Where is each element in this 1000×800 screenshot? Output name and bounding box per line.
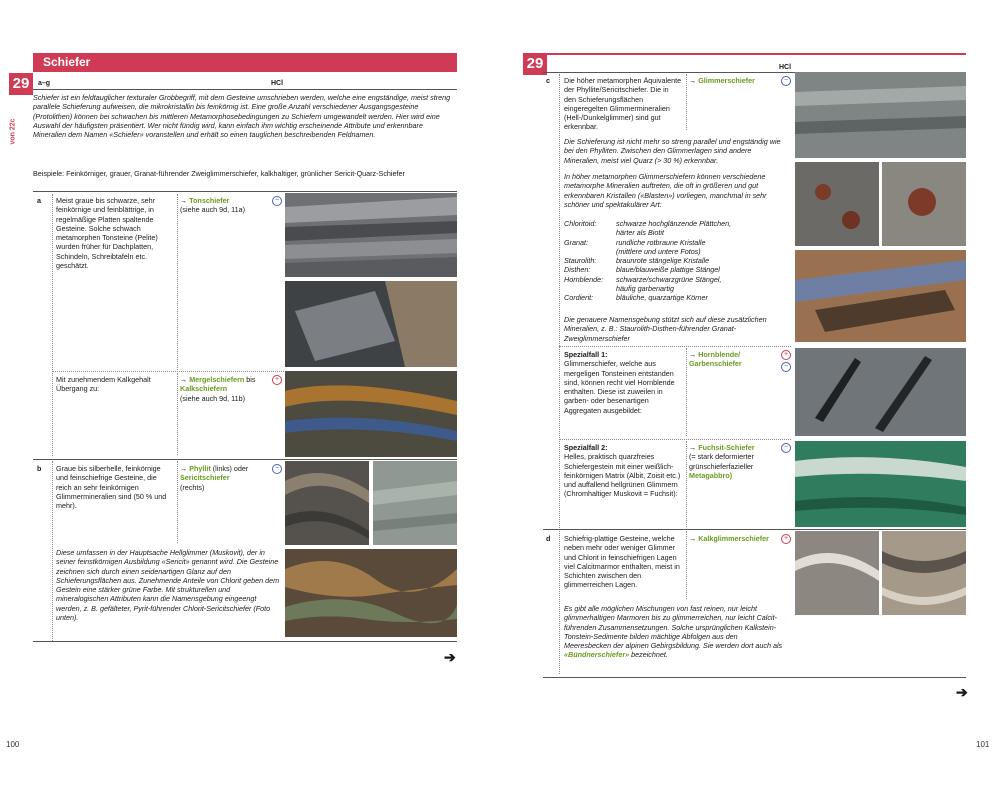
desc-a: Meist graue bis schwarze, sehr feinkörnige und feinblättrige, in regelmäßige Platten spaltende Gesteine. Solche schwach metamorphen Tonsteine (Pelite) wurden früher für Dachplatten, Schindeln, Schreibtafeln etc. geschätzt. [56,196,158,271]
result-s2: → Fuchsit-Schiefer (= stark deformierter grünschieferfazieller Metagabbro) [689,443,755,480]
result-a2-mid: bis [244,375,256,384]
result-a-ref: (siehe auch 9d, 11a) [180,205,245,215]
mineral-row: Granat: rundliche rotbraune Kristalle [564,237,706,247]
result-a2-ref: (siehe auch 9d, 11b) [180,393,245,403]
mineral-row: Disthen: blaue/blauweiße plattige Stängel [564,265,720,275]
divider-b [33,459,457,460]
photo-kalkschiefer [285,371,457,457]
result-fuchsit-schiefer: Fuchsit-Schiefer [698,443,755,452]
dotted-rule-s1 [559,346,791,347]
desc-c: Die höher metamorphen Äquivalente der Phyllite/Sericitschiefer. Die in den Schieferungsflächen eingeregelten Glimmermineralien (Hell-/Dunkelglimmer) sind gut erkennbar. [564,76,682,132]
result-b-end: (rechts) [180,482,205,492]
next-arrow-icon[interactable]: ➔ [444,649,456,665]
dotted-col-s2 [686,441,687,527]
note-d [564,604,786,660]
bottom-rule-right [543,677,966,678]
result-tonschiefer: Tonschiefer [189,196,230,205]
mineral-row: Staurolith: braunrote stängelige Kristalle [564,256,710,266]
mineral-row: härter als Biotit [616,228,664,238]
dotted-col-s1 [686,348,687,436]
intro-text: Schiefer ist ein feldtauglicher texturaler Grobbegriff, mit dem Gesteine umschrieben werden, welche eine engständige, meist streng parallele Schieferung aufweisen, die mikrokristallin bis feinkörnig ist. Eine große Anzahl verschiedener Ausgangsgesteine (Protolithen) können bei schwachen bis mittleren Metamorphosebedingungen zu Schiefern umgewandelt werden. Hier wird eine Auswahl der häufigsten präsentiert. Wer nicht fündig wird, kann einfach ihm wichtig erscheinende Attribute und erkennbare Mineralien dem Namen «Schiefer» voranstellen und erhält so einen tauglichen beschreibenden Feldnamen. [33,93,451,140]
section-title: Schiefer [43,55,91,69]
photo-tonschiefer-1 [285,193,457,277]
hcl-negative-icon: − [272,464,282,474]
note-d-buendnerschiefer: «Bündnerschiefer» [564,650,630,660]
dotted-col-d [686,531,687,599]
photo-sericitschiefer [373,461,457,545]
photo-kalkglimmerschiefer-2 [882,531,966,615]
result-c: → Glimmerschiefer [689,76,755,85]
note-b: Diese umfassen in der Hauptsache Hellglimmer (Muskovit), der in seiner feinstkörnigen Ausbildung «Sericit» genannt wird. Die Gesteine zeichnen sich durch einen seidenartigen Glanz auf den Schieferungsflächen aus. Zunehmende Anteile von Chlorit geben dem Gestein eine stärker grüne Farbe. Mit strukturellen und mineralogischen Attributen kann die Namensgebung eingeengt werden, z. B. gefälteter, Pyrit-führender Chlorit-Sericitschiefer (Foto unten). [56,548,280,623]
page-number-right: 101 [976,740,990,749]
photo-glimmerschiefer-3 [882,162,966,246]
photo-glimmerschiefer-1 [795,72,966,158]
note-d-end: bezeichnet. [631,650,668,660]
label-b: b [37,464,42,473]
photo-phyllit [285,461,369,545]
hcl-negative-icon: − [272,196,282,206]
result-d: → Kalkglimmerschiefer [689,534,769,543]
note-c1: Die Schieferung ist nicht mehr so streng parallel und engständig wie bei den Phylliten. Zwischen den Glimmerlagen sind andere Mineralien, meist viel Quarz (> 30 %) erkennbar. [564,137,781,165]
result-garbenschiefer: Hornblende/ Garbenschiefer [689,350,742,369]
page-number-left: 100 [6,740,20,749]
spezialfall-1 [564,350,682,415]
note-c3: Die genauere Namensgebung stützt sich auf diese zusätzlichen Mineralien, z. B.: Staurolith-Disthen-führender Granat-Zweiglimmerschiefer [564,315,767,343]
mineral-row: häufig garbenartig [616,284,674,294]
dotted-col-c [559,74,560,674]
spezialfall-2-desc: Helles, praktisch quarzfreies Schiefergestein mit einer weißlich-feinkörnigen Matrix (Albit, Zoisit etc.) und auffallend hellgrünen Glimmern (Chromhaltiger Muskovit = Fuchsit): [564,452,681,499]
section-number-box-right: 29 [523,53,547,75]
note-c2: In höher metamorphen Glimmerschiefern können verschiedene metamorphe Mineralien auftreten, die oft in größeren und gut erkennbaren Kristallen («Blasten») vorliegen, manchmal in sehr schöner und spektakulärer Art: [564,172,767,209]
result-phyllit: Phyllit [189,464,211,473]
hcl-positive-icon: + [781,534,791,544]
dotted-col-a2 [177,194,178,374]
desc-a2: Mit zunehmendem Kalkgehalt Übergang zu: [56,375,151,394]
hcl-label: HCl [271,80,284,87]
dotted-col-a3 [177,373,178,455]
dotted-rule-s2 [559,439,791,440]
spezialfall-2 [564,443,682,499]
result-mergelschiefer: Mergelschiefern [189,375,245,384]
hcl-label-right: HCl [779,64,792,71]
desc-b: Graue bis silberhelle, feinkörnige und feinschiefrige Gesteine, die reich an sehr feinkörnigen Glimmermineralien sind (50 % und mehr). [56,464,167,511]
result-s1: → Hornblende/ Garbenschiefer [689,350,742,369]
bottom-rule-left [33,641,457,642]
result-b-mid: (links) oder [210,464,249,473]
photo-glimmerschiefer-4 [795,250,966,342]
section-number-box: 29 [9,73,33,95]
hcl-positive-icon: + [272,375,282,385]
hcl-negative-icon: − [781,443,791,453]
result-a: → Tonschiefer (siehe auch 9d, 11a) [180,196,245,215]
top-bar-right [547,53,966,55]
dotted-rule-a2 [52,371,284,372]
header-rule [33,89,457,90]
label-c: c [546,76,550,85]
section-title-bar [33,53,457,72]
photo-chlorit-sericitschiefer [285,549,457,637]
dotted-col-b [52,461,53,641]
label-d: d [546,534,551,543]
result-kalkschiefer: Kalkschiefern [180,384,228,394]
result-metagabbro: Metagabbro) [689,470,733,480]
range-label: a–g [38,80,51,87]
spezialfall-1-title: Spezialfall 1: [564,350,608,359]
result-glimmerschiefer: Glimmerschiefer [698,76,755,85]
result-a2: → Mergelschiefern bis Kalkschiefern (siehe auch 9d, 11b) [180,375,256,403]
mineral-list [564,219,786,303]
next-arrow-icon[interactable]: ➔ [956,684,968,700]
spezialfall-2-title: Spezialfall 2: [564,443,608,452]
dotted-col-c2 [686,74,687,130]
result-sericitschiefer: Sericitschiefer [180,473,230,483]
label-a: a [37,196,41,205]
result-s2-note: (= stark deformierter grünschieferfazieller [689,452,754,471]
photo-garbenschiefer [795,348,966,436]
hcl-negative-icon: − [781,76,791,86]
photo-glimmerschiefer-2 [795,162,879,246]
divider-a [33,191,457,192]
mineral-row: Chloritoid: schwarze hochglänzende Plättchen, [564,219,732,228]
hcl-positive-icon: + [781,350,791,360]
side-label: von 22c [9,118,17,145]
divider-d [543,529,966,530]
mineral-row: Hornblende: schwarze/schwarzgrüne Stängel, [564,274,722,284]
mineral-row: Cordierit: bläuliche, quarzartige Körner [564,293,708,303]
dotted-col-a [52,194,53,456]
note-d-text: Es gibt alle möglichen Mischungen von fast reinen, nur leicht glimmerhaltigen Marmoren bis zu glimmerreichen, nur leicht Calcit-führenden Zusammensetzungen. Solche ursprünglichen Kalkstein-Tonstein-Sedimente bilden mächtige Abfolgen aus den Meeresbecken der alpinen Gebirgsbildung. Sie werden dort auch als [564,604,783,651]
result-b: → Phyllit (links) oder Sericitschiefer (rechts) [180,464,249,492]
spezialfall-1-desc: Glimmerschiefer, welche aus mergeligen Tonsteinen entstanden sind, können recht viel Hornblende enthalten. Diese ist zuweilen in garben- oder besenartigen Aggregaten ausgebildet: [564,359,675,415]
photo-kalkglimmerschiefer-1 [795,531,879,615]
result-kalkglimmerschiefer: Kalkglimmerschiefer [698,534,769,543]
desc-d: Schiefrig-plattige Gesteine, welche neben mehr oder weniger Glimmer und Chlorit in feinschiefrigen Lagen viel Calcitmarmor enthalten, meist in Schichten zwischen den glimmerreichen Lagen. [564,534,680,590]
mineral-row: (mittlere und untere Fotos) [616,246,701,256]
hcl-negative-icon: − [781,362,791,372]
examples-text: Beispiele: Feinkörniger, grauer, Granat-führender Zweiglimmerschiefer, kalkhaltiger, grünlicher Sericit-Quarz-Schiefer [33,169,405,178]
dotted-col-b2 [177,461,178,543]
photo-tonschiefer-2 [285,281,457,367]
photo-fuchsit-schiefer [795,441,966,527]
